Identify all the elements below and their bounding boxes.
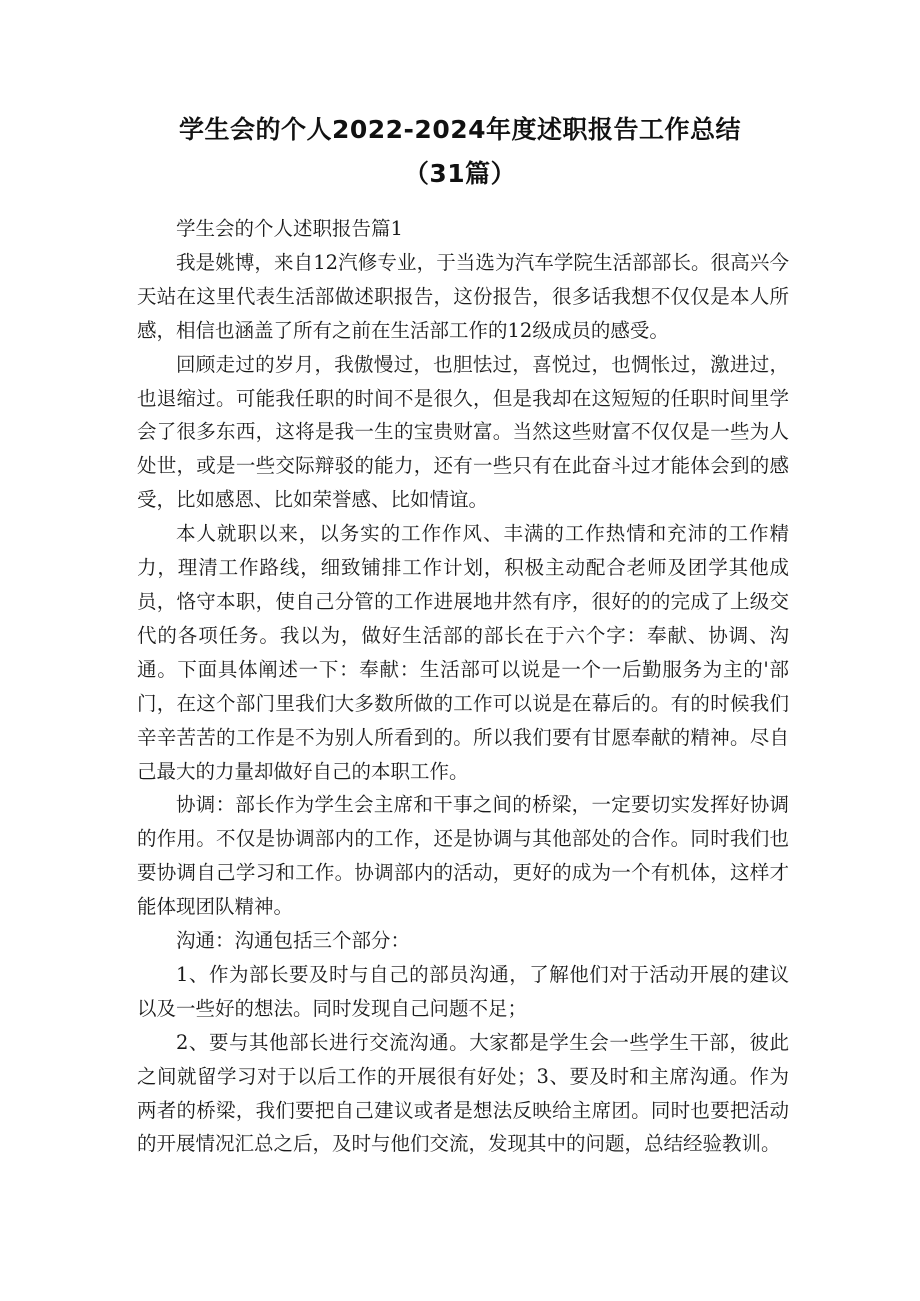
paragraph-intro: 我是姚博，来自12汽修专业，于当选为汽车学院生活部部长。很高兴今天站在这里代表生活部做述职报告，这份报告，很多话我想不仅仅是本人所感，相信也涵盖了所有之前在生活部工作的12级成员的感受。 [137, 250, 789, 342]
section-heading: 学生会的个人述职报告篇1 [176, 217, 403, 240]
paragraph-coordination: 协调：部长作为学生会主席和干事之间的桥梁，一定要切实发挥好协调的作用。不仅是协调部内的工作，还是协调与其他部处的合作。同时我们也要协调自己学习和工作。协调部内的活动，更好的成为一个有机体，这样才能体现团队精神。 [137, 793, 789, 919]
paragraph-review: 回顾走过的岁月，我傲慢过，也胆怯过，喜悦过，也惆怅过，激进过，也退缩过。可能我任职的时间不是很久，但是我却在这短短的任职时间里学会了很多东西，这将是我一生的宝贵财富。当然这些财富不仅仅是一些为人处世，或是一些交际辩驳的能力，还有一些只有在此奋斗过才能体会到的感受，比如感恩、比如荣誉感、比如情谊。 [137, 352, 789, 512]
paragraph-communication-item-1: 1、作为部长要及时与自己的部员沟通，了解他们对于活动开展的建议以及一些好的想法。同时发现自己问题不足； [137, 962, 789, 1020]
paragraph-communication-heading: 沟通：沟通包括三个部分： [176, 929, 411, 953]
paragraph-duties: 本人就职以来，以务实的工作作风、丰满的工作热情和充沛的工作精力，理清工作路线，细致铺排工作计划，积极主动配合老师及团学其他成员，恪守本职，使自己分管的工作进展地井然有序，很好的的完成了上级交代的各项任务。我以为，做好生活部的部长在于六个字：奉献、协调、沟通。下面具体阐述一下：奉献：生活部可以说是一个一后勤服务为主的'部门，在这个部门里我们大多数所做的工作可以说是在幕后的。有的时候我们辛辛苦苦的工作是不为别人所看到的。所以我们要有甘愿奉献的精神。尽自己最大的力量却做好自己的本职工作。 [137, 522, 789, 783]
document-body [137, 212, 789, 1161]
document-title: 学生会的个人2022-2024年度述职报告工作总结（31篇） [178, 115, 742, 188]
paragraph-communication-item-2-3: 2、要与其他部长进行交流沟通。大家都是学生会一些学生干部，彼此之间就留学习对于以后工作的开展很有好处；3、要及时和主席沟通。作为两者的桥梁，我们要把自己建议或者是想法反映给主席团。同时也要把活动的开展情况汇总之后，及时与他们交流，发现其中的问题，总结经验教训。 [137, 1030, 789, 1156]
